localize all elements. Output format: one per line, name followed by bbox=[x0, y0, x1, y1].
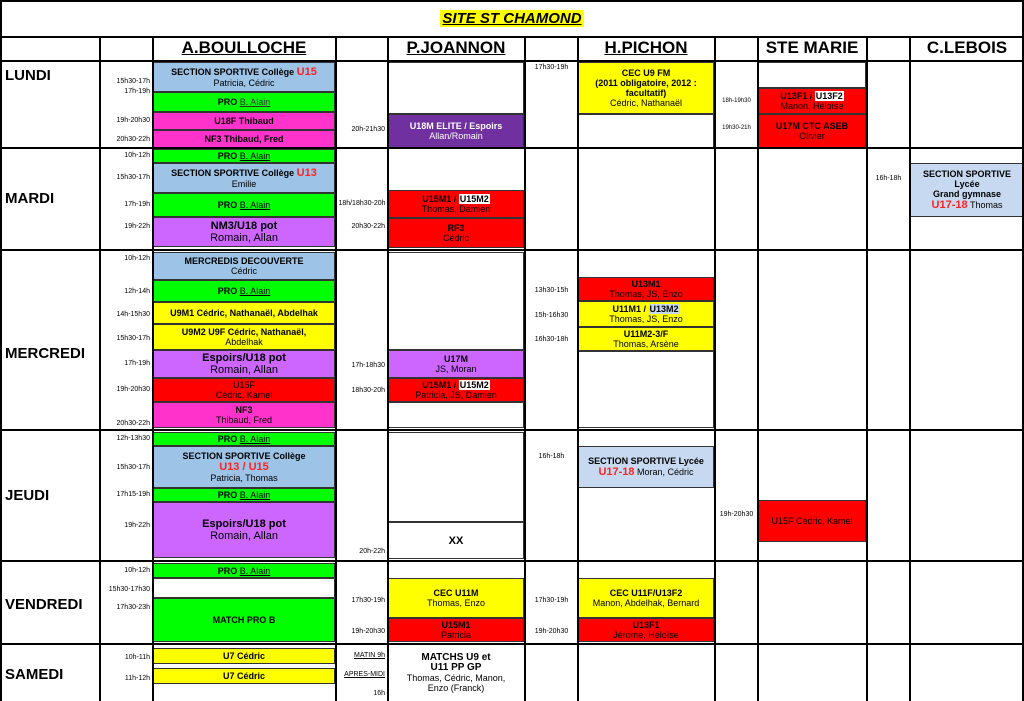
time-label: 17h-19h bbox=[124, 201, 150, 208]
day-mercredi: MERCREDI bbox=[5, 345, 86, 362]
schedule-block: U9M2 U9F Cédric, Nathanaël, Abdelhak bbox=[153, 324, 335, 350]
day-samedi: SAMEDI bbox=[5, 666, 64, 683]
time-label: MATIN 9h bbox=[354, 652, 385, 659]
time-label: 16h-18h bbox=[538, 453, 565, 460]
time-label: 17h30-19h bbox=[351, 597, 385, 604]
time-label: 17h-18h30 bbox=[351, 362, 385, 369]
schedule-block: SECTION SPORTIVE Lycée U17-18 Moran, Cédric bbox=[578, 446, 714, 488]
schedule-block: PRO B. Alain bbox=[153, 432, 335, 446]
time-label: 11h-12h bbox=[124, 675, 150, 682]
schedule-block: RF3 Cédric bbox=[388, 218, 524, 248]
schedule-block bbox=[388, 62, 524, 114]
time-label: 19h-20h30 bbox=[351, 628, 385, 635]
schedule-block bbox=[388, 402, 524, 428]
schedule-block: U7 Cédric bbox=[153, 668, 335, 684]
schedule-block: U13M1 Thomas, JS, Enzo bbox=[578, 277, 714, 301]
schedule-block: U17M CTC ASEB Olivier bbox=[758, 114, 866, 148]
schedule-block: U15M1 / U15M2 Patricia, JS, Damien bbox=[388, 378, 524, 402]
time-label: 10h-12h bbox=[124, 255, 150, 262]
header-lebois: C.LEBOIS bbox=[926, 38, 1008, 57]
time-label: 19h-22h bbox=[124, 223, 150, 230]
day-jeudi: JEUDI bbox=[5, 487, 50, 504]
time-label: 18h-19h30 bbox=[722, 98, 751, 104]
time-label: 16h-18h bbox=[875, 175, 902, 182]
schedule-block: SECTION SPORTIVE Collège U13 Emilie bbox=[153, 163, 335, 193]
day-mardi: MARDI bbox=[5, 190, 55, 207]
header-ste-marie: STE MARIE bbox=[765, 38, 859, 57]
schedule-block: U15F Cédric, Kamel bbox=[758, 500, 866, 542]
time-label: 19h30-21h bbox=[722, 125, 751, 131]
time-label: 15h30-17h bbox=[116, 464, 150, 471]
time-label: 20h30-22h bbox=[351, 223, 385, 230]
schedule-block bbox=[758, 62, 866, 88]
time-label: 17h-19h bbox=[124, 88, 150, 95]
schedule-block: SECTION SPORTIVE Lycée Grand gymnase U17-18 Thomas bbox=[910, 163, 1024, 217]
time-label: 17h30-23h bbox=[116, 604, 150, 611]
time-label: 15h30-17h30 bbox=[108, 586, 150, 593]
time-label: 15h30-17h bbox=[116, 78, 150, 85]
schedule-block bbox=[388, 252, 524, 350]
schedule-block: U13F1 Jérome, Héloïse bbox=[578, 618, 714, 642]
schedule-block: MERCREDIS DECOUVERTE Cédric bbox=[153, 252, 335, 280]
time-label: 19h-20h30 bbox=[534, 628, 569, 635]
schedule-block: SECTION SPORTIVE Collège U13 / U15 Patricia, Thomas bbox=[153, 446, 335, 488]
time-label: 20h30-22h bbox=[116, 420, 150, 427]
schedule-block: PRO B. Alain bbox=[153, 563, 335, 578]
header-boulloche: A.BOULLOCHE bbox=[181, 38, 307, 57]
time-label: 16h bbox=[373, 690, 385, 697]
schedule-block: U13F1 / U13F2 Manon, Héloïse bbox=[758, 88, 866, 114]
schedule-block: U11M1 / U13M2 Thomas, JS, Enzo bbox=[578, 301, 714, 327]
page-title: SITE ST CHAMOND bbox=[442, 9, 582, 27]
time-label: 12h-13h30 bbox=[116, 435, 150, 442]
schedule-block: CEC U11F/U13F2 Manon, Abdelhak, Bernard bbox=[578, 578, 714, 618]
day-vendredi: VENDREDI bbox=[5, 596, 83, 613]
time-label: 16h30-18h bbox=[534, 336, 569, 343]
time-label: 10h-11h bbox=[124, 654, 150, 661]
schedule-block: Espoirs/U18 pot Romain, Allan bbox=[153, 350, 335, 378]
schedule-block: U18M ELITE / Espoirs Allan/Romain bbox=[388, 114, 524, 148]
time-label: 19h-20h30 bbox=[116, 117, 150, 124]
schedule-block: U7 Cédric bbox=[153, 648, 335, 664]
schedule-block bbox=[388, 432, 524, 522]
schedule-block: PRO B. Alain bbox=[153, 193, 335, 217]
time-label: 14h-15h30 bbox=[116, 311, 150, 318]
time-label: 19h-20h30 bbox=[719, 511, 754, 518]
schedule-block: U9M1 Cédric, Nathanaël, Abdelhak bbox=[153, 302, 335, 324]
time-label: 17h15-19h bbox=[116, 491, 150, 498]
schedule-block: U11M2-3/F Thomas, Arsène bbox=[578, 327, 714, 351]
time-label: 10h-12h bbox=[124, 152, 150, 159]
schedule-block: PRO B. Alain bbox=[153, 92, 335, 112]
time-label: 15h30-17h bbox=[116, 335, 150, 342]
schedule-block bbox=[578, 114, 714, 148]
schedule-block: U15F Cédric, Kamel bbox=[153, 378, 335, 402]
time-label: 18h/18h30-20h bbox=[338, 200, 386, 207]
time-label: 17h30-19h bbox=[534, 64, 569, 71]
time-label: 19h-20h30 bbox=[116, 386, 150, 393]
schedule-block bbox=[578, 351, 714, 428]
time-label: 20h-22h bbox=[359, 548, 385, 555]
schedule-block: U18F Thibaud bbox=[153, 112, 335, 130]
time-label: 15h-16h30 bbox=[534, 312, 569, 319]
schedule-block: MATCH PRO B bbox=[153, 598, 335, 642]
time-label: 20h-21h30 bbox=[351, 126, 385, 133]
schedule-block: U15M1 Patricia bbox=[388, 618, 524, 642]
header-joannon: P.JOANNON bbox=[406, 38, 506, 57]
time-label: 19h-22h bbox=[124, 522, 150, 529]
time-label: 18h30-20h bbox=[351, 387, 385, 394]
schedule-block: CEC U9 FM (2011 obligatoire, 2012 : facultatif) Cédric, Nathanaël bbox=[578, 62, 714, 114]
schedule-block: U15M1 / U15M2 Thomas, Damien bbox=[388, 190, 524, 218]
schedule-block: U17M JS, Moran bbox=[388, 350, 524, 378]
header-pichon: H.PICHON bbox=[604, 38, 688, 57]
time-label: 12h-14h bbox=[124, 288, 150, 295]
schedule-block: PRO B. Alain bbox=[153, 149, 335, 163]
time-label: 15h30-17h bbox=[116, 174, 150, 181]
time-label: 13h30-15h bbox=[534, 287, 569, 294]
day-lundi: LUNDI bbox=[5, 67, 51, 84]
time-label: 17h30-19h bbox=[534, 597, 569, 604]
time-label: 20h30-22h bbox=[116, 136, 150, 143]
schedule-block: NM3/U18 pot Romain, Allan bbox=[153, 217, 335, 247]
schedule-block: MATCHS U9 et U11 PP GP Thomas, Cédric, Manon, Enzo (Franck) bbox=[388, 645, 524, 701]
schedule-block: CEC U11M Thomas, Enzo bbox=[388, 578, 524, 618]
schedule-block bbox=[153, 578, 335, 598]
time-label: 17h-19h bbox=[124, 360, 150, 367]
schedule-block: Espoirs/U18 pot Romain, Allan bbox=[153, 502, 335, 558]
time-label: APRES-MIDI bbox=[344, 671, 385, 678]
schedule-block: SECTION SPORTIVE Collège U15 Patricia, Cédric bbox=[153, 62, 335, 92]
time-label: 10h-12h bbox=[124, 567, 150, 574]
schedule-block: PRO B. Alain bbox=[153, 488, 335, 502]
schedule-block: NF3 Thibaud, Fred bbox=[153, 402, 335, 428]
schedule-block: XX bbox=[388, 522, 524, 559]
schedule-block: NF3 Thibaud, Fred bbox=[153, 130, 335, 148]
schedule-block: PRO B. Alain bbox=[153, 280, 335, 302]
